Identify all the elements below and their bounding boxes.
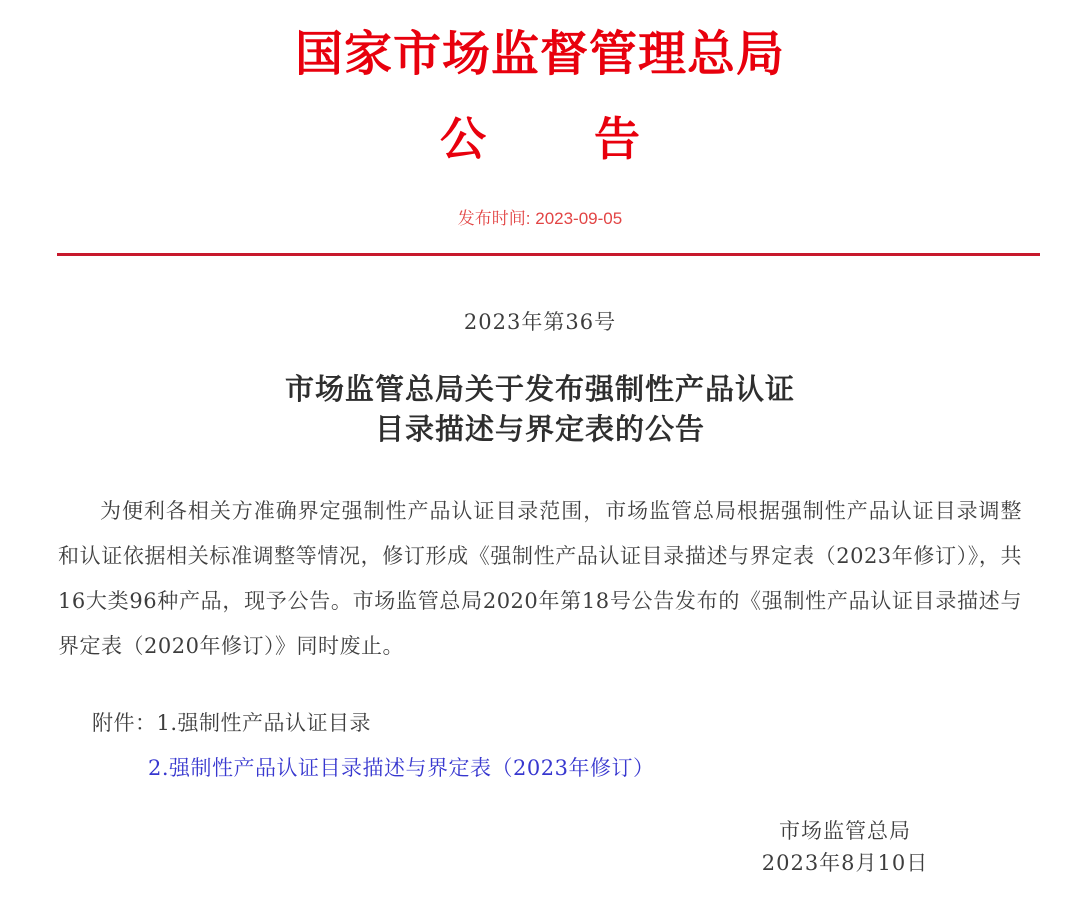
document-title bbox=[0, 369, 1080, 449]
signature-date: 2023年8月10日 bbox=[761, 851, 929, 876]
red-divider bbox=[57, 253, 1040, 256]
document-title-line-2: 目录描述与界定表的公告 bbox=[374, 412, 705, 447]
attachment-item-2-link[interactable]: 2.强制性产品认证目录描述与界定表（2023年修订） bbox=[148, 756, 655, 781]
document-number: 2023年第36号 bbox=[463, 310, 617, 335]
agency-title: 国家市场监督管理总局 bbox=[294, 26, 785, 82]
attachments-section bbox=[92, 701, 1022, 791]
signature-block bbox=[740, 815, 950, 879]
body-paragraph: 为便利各相关方准确界定强制性产品认证目录范围，市场监管总局根据强制性产品认证目录调整和认证依据相关标准调整等情况，修订形成《强制性产品认证目录描述与界定表（2023年修订）》，共16大类96种产品，现予公告。市场监管总局2020年第18号公告发布的《强制性产品认证目录描述与界定表（2020年修订）》同时废止。 bbox=[58, 499, 1022, 659]
announcement-heading: 公 告 bbox=[439, 111, 640, 166]
attachment-item-1: 1.强制性产品认证目录 bbox=[156, 711, 372, 736]
document-title-line-1: 市场监管总局关于发布强制性产品认证 bbox=[284, 372, 795, 407]
attachments-label: 附件： bbox=[92, 711, 157, 736]
attachment-row-2 bbox=[92, 746, 1022, 791]
signature-agency: 市场监管总局 bbox=[779, 819, 911, 844]
publish-date: 发布时间: 2023-09-05 bbox=[457, 208, 623, 228]
announcement-page bbox=[0, 26, 1080, 911]
attachment-row-1 bbox=[92, 701, 1022, 746]
